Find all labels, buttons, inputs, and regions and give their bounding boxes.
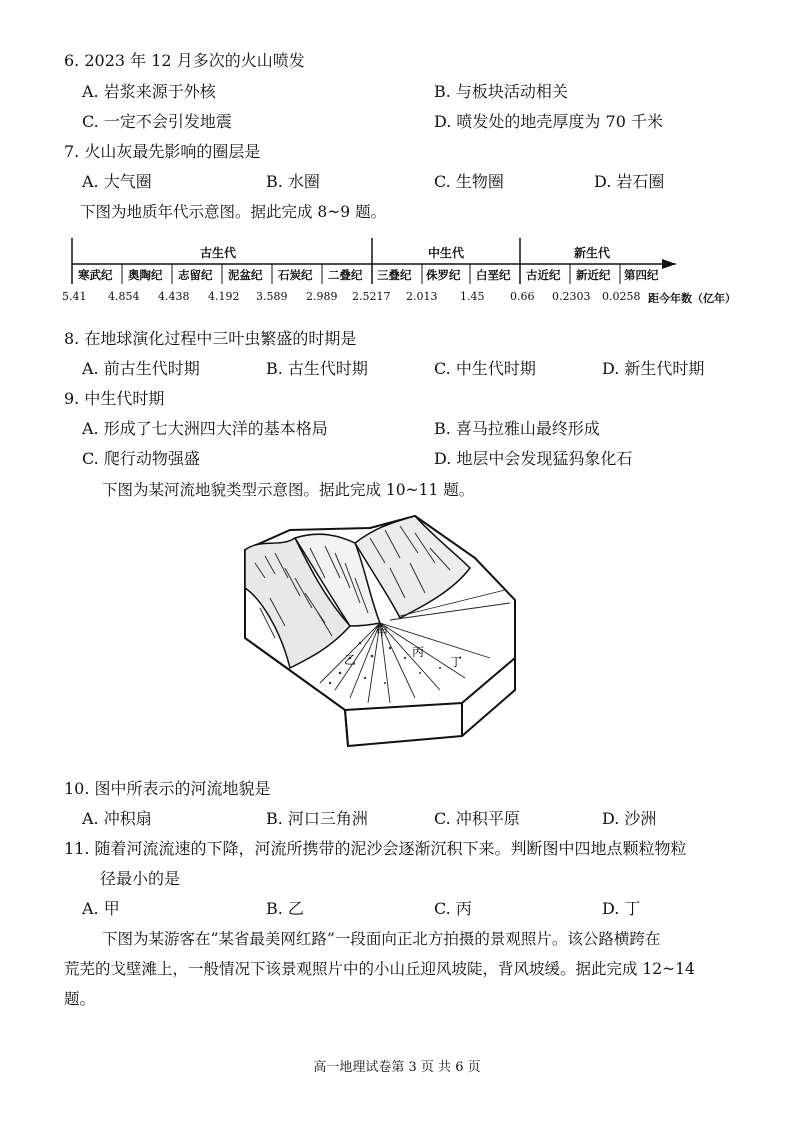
q10-option-b: B. 河口三角洲	[266, 809, 368, 828]
period-permian: 二叠纪	[328, 268, 363, 282]
q7-option-d: D. 岩石圈	[594, 172, 665, 191]
q8-option-d: D. 新生代时期	[602, 359, 705, 378]
label-bing: 丙	[412, 645, 425, 659]
period-neogene: 新近纪	[576, 268, 611, 282]
period-quaternary: 第四纪	[624, 268, 659, 282]
q6-option-b: B. 与板块活动相关	[434, 82, 568, 101]
q9-option-a: A. 形成了七大洲四大洋的基本格局	[82, 419, 328, 438]
q9-option-c: C. 爬行动物强盛	[82, 449, 200, 468]
q8-option-c: C. 中生代时期	[434, 359, 536, 378]
q10-option-c: C. 冲积平原	[434, 809, 520, 828]
period-triassic: 三叠纪	[377, 268, 412, 282]
q8-option-b: B. 古生代时期	[266, 359, 368, 378]
label-ding: 丁	[450, 655, 463, 669]
q11-option-d: D. 丁	[602, 899, 641, 918]
intro-12-14-line3: 题。	[64, 990, 96, 1008]
intro-12-14-line2: 荒芜的戈壁滩上，一般情况下该景观照片中的小山丘迎风坡陡，背风坡缓。据此完成 12~14	[64, 960, 695, 978]
age-value: 4.438	[158, 290, 190, 303]
period-jurassic: 侏罗纪	[426, 268, 461, 282]
q9-option-d: D. 地层中会发现猛犸象化石	[434, 449, 633, 468]
age-value: 2.989	[306, 290, 338, 303]
q7-option-c: C. 生物圈	[434, 172, 504, 191]
age-value: 5.41	[62, 290, 87, 303]
page-footer: 高一地理试卷第 3 页 共 6 页	[313, 1060, 481, 1075]
q11-option-b: B. 乙	[266, 899, 304, 918]
age-value: 0.2303	[552, 290, 591, 303]
age-value: 2.013	[406, 290, 438, 303]
age-value: 0.66	[510, 290, 535, 303]
age-value: 4.854	[108, 290, 140, 303]
question-11-stem: 11. 随着河流流速的下降，河流所携带的泥沙会逐渐沉积下来。判断图中四地点颗粒物粒	[64, 839, 687, 858]
period-carboniferous: 石炭纪	[278, 268, 313, 282]
period-devonian: 泥盆纪	[228, 268, 263, 282]
period-cambrian: 寒武纪	[78, 268, 113, 282]
q11-option-c: C. 丙	[434, 899, 472, 918]
q8-option-a: A. 前古生代时期	[82, 359, 200, 378]
age-value: 1.45	[460, 290, 485, 303]
label-yi: 乙	[344, 653, 357, 667]
period-silurian: 志留纪	[178, 268, 213, 282]
intro-12-14-line1: 下图为某游客在“某省最美网红路”一段面向正北方拍摄的景观照片。该公路横跨在	[102, 930, 661, 948]
question-10-stem: 10. 图中所表示的河流地貌是	[64, 779, 271, 798]
axis-label: 距今年数（亿年）	[648, 292, 736, 305]
age-value: 3.589	[256, 290, 288, 303]
q7-option-a: A. 大气圈	[82, 172, 152, 191]
q6-option-c: C. 一定不会引发地震	[82, 112, 232, 131]
period-cretaceous: 白垩纪	[476, 268, 511, 282]
question-8-stem: 8. 在地球演化过程中三叶虫繁盛的时期是	[64, 329, 357, 348]
alluvial-fan-diagram	[240, 508, 520, 753]
era-paleozoic: 古生代	[200, 246, 237, 260]
age-value: 0.0258	[602, 290, 641, 303]
q6-option-d: D. 喷发处的地壳厚度为 70 千米	[434, 112, 663, 131]
q6-option-a: A. 岩浆来源于外核	[82, 82, 216, 101]
period-ordovician: 奥陶纪	[128, 268, 163, 282]
question-11-stem-cont: 径最小的是	[100, 869, 181, 888]
intro-8-9: 下图为地质年代示意图。据此完成 8~9 题。	[80, 203, 387, 221]
question-9-stem: 9. 中生代时期	[64, 389, 165, 408]
q9-option-b: B. 喜马拉雅山最终形成	[434, 419, 600, 438]
period-paleogene: 古近纪	[526, 268, 561, 282]
geologic-timeline	[64, 236, 754, 306]
era-mesozoic: 中生代	[428, 246, 465, 260]
landform-block-illustration	[240, 508, 520, 753]
age-value: 4.192	[208, 290, 240, 303]
age-value: 2.5217	[352, 290, 391, 303]
q11-option-a: A. 甲	[82, 899, 120, 918]
question-7-stem: 7. 火山灰最先影响的圈层是	[64, 142, 261, 161]
intro-10-11: 下图为某河流地貌类型示意图。据此完成 10~11 题。	[102, 481, 475, 499]
q10-option-a: A. 冲积扇	[82, 809, 152, 828]
question-6-stem: 6. 2023 年 12 月多次的火山喷发	[64, 51, 305, 70]
q7-option-b: B. 水圈	[266, 172, 320, 191]
q10-option-d: D. 沙洲	[602, 809, 657, 828]
era-cenozoic: 新生代	[574, 246, 611, 260]
label-jia: 甲	[376, 625, 389, 639]
